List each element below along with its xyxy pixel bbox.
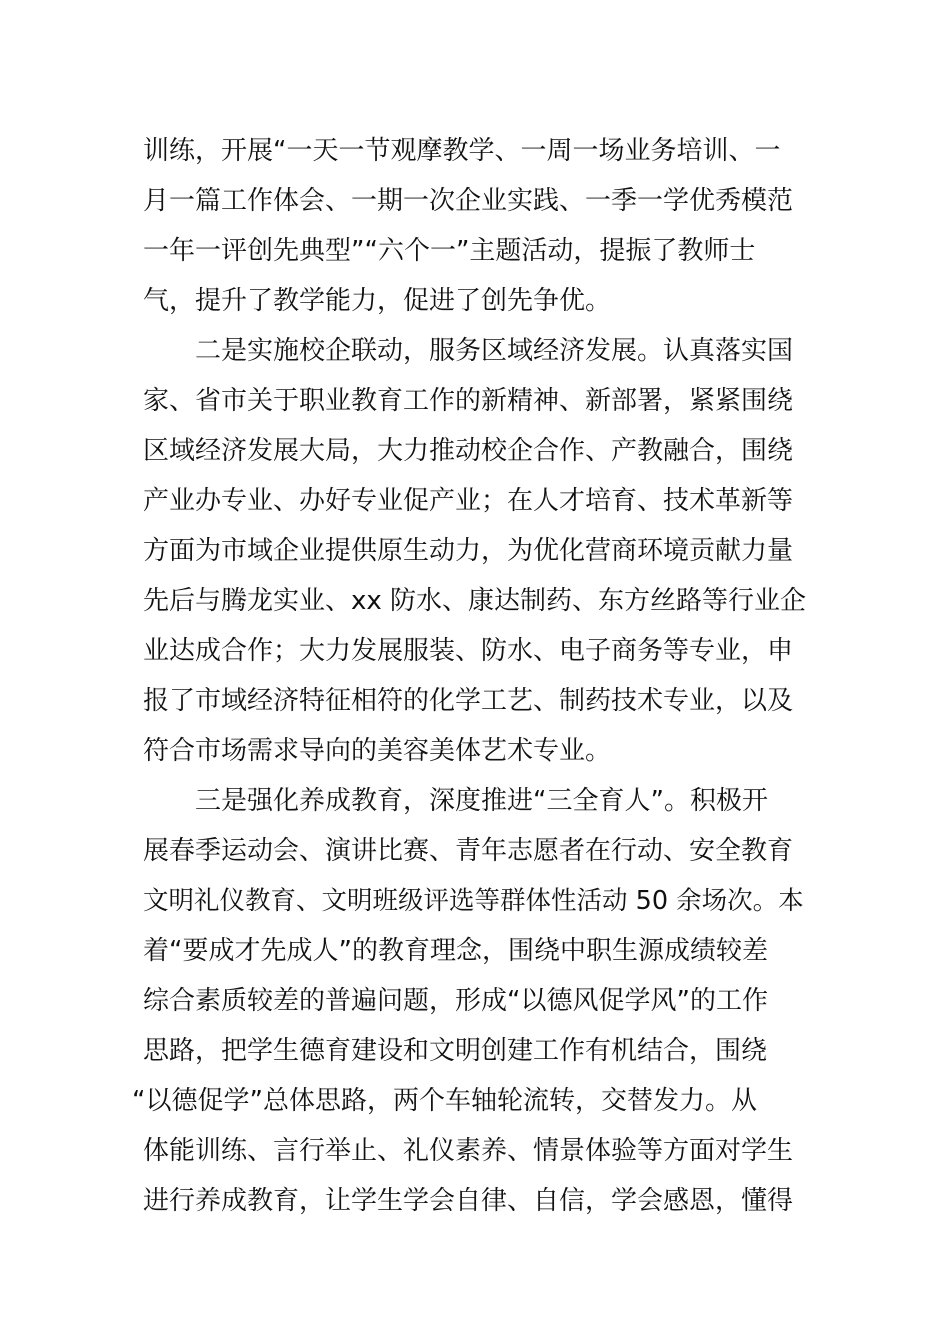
text-line: 区域经济发展大局，大力推动校企合作、产教融合，围绕	[143, 436, 794, 466]
paragraph-first-line: 三是强化养成教育，深度推进“三全育人”。积极开	[195, 786, 768, 816]
paragraph-first-line: 二是实施校企联动，服务区域经济发展。认真落实国	[195, 336, 794, 366]
text-line: 展春季运动会、演讲比赛、青年志愿者在行动、安全教育	[143, 836, 794, 866]
text-line: 综合素质较差的普遍问题，形成“以德风促学风”的工作	[143, 986, 768, 1016]
text-line: 训练，开展“一天一节观摩教学、一周一场业务培训、一	[143, 136, 781, 166]
text-line: 着“要成才先成人”的教育理念，围绕中职生源成绩较差	[143, 936, 768, 966]
text-line: 业达成合作；大力发展服装、防水、电子商务等专业，申	[143, 636, 794, 666]
text-line: 符合市场需求导向的美容美体艺术专业。	[143, 736, 612, 766]
text-line: 家、省市关于职业教育工作的新精神、新部署，紧紧围绕	[143, 386, 794, 416]
text-line: 先后与腾龙实业、xx 防水、康达制药、东方丝路等行业企	[143, 586, 807, 616]
text-line: 气，提升了教学能力，促进了创先争优。	[143, 286, 612, 316]
text-line: 方面为市域企业提供原生动力，为优化营商环境贡献力量	[143, 536, 794, 566]
text-line: 月一篇工作体会、一期一次企业实践、一季一学优秀模范	[143, 186, 794, 216]
text-line: 思路，把学生德育建设和文明创建工作有机结合，围绕	[143, 1036, 768, 1066]
text-line: “以德促学”总体思路，两个车轴轮流转，交替发力。从	[132, 1086, 757, 1116]
text-line: 文明礼仪教育、文明班级评选等群体性活动 50 余场次。本	[143, 886, 804, 916]
text-line: 进行养成教育，让学生学会自律、自信，学会感恩，懂得	[143, 1186, 794, 1216]
text-line: 体能训练、言行举止、礼仪素养、情景体验等方面对学生	[143, 1136, 794, 1166]
text-line: 报了市域经济特征相符的化学工艺、制药技术专业，以及	[143, 686, 794, 716]
text-line: 产业办专业、办好专业促产业；在人才培育、技术革新等	[143, 486, 794, 516]
text-line: 一年一评创先典型”“六个一”主题活动，提振了教师士	[143, 236, 756, 266]
